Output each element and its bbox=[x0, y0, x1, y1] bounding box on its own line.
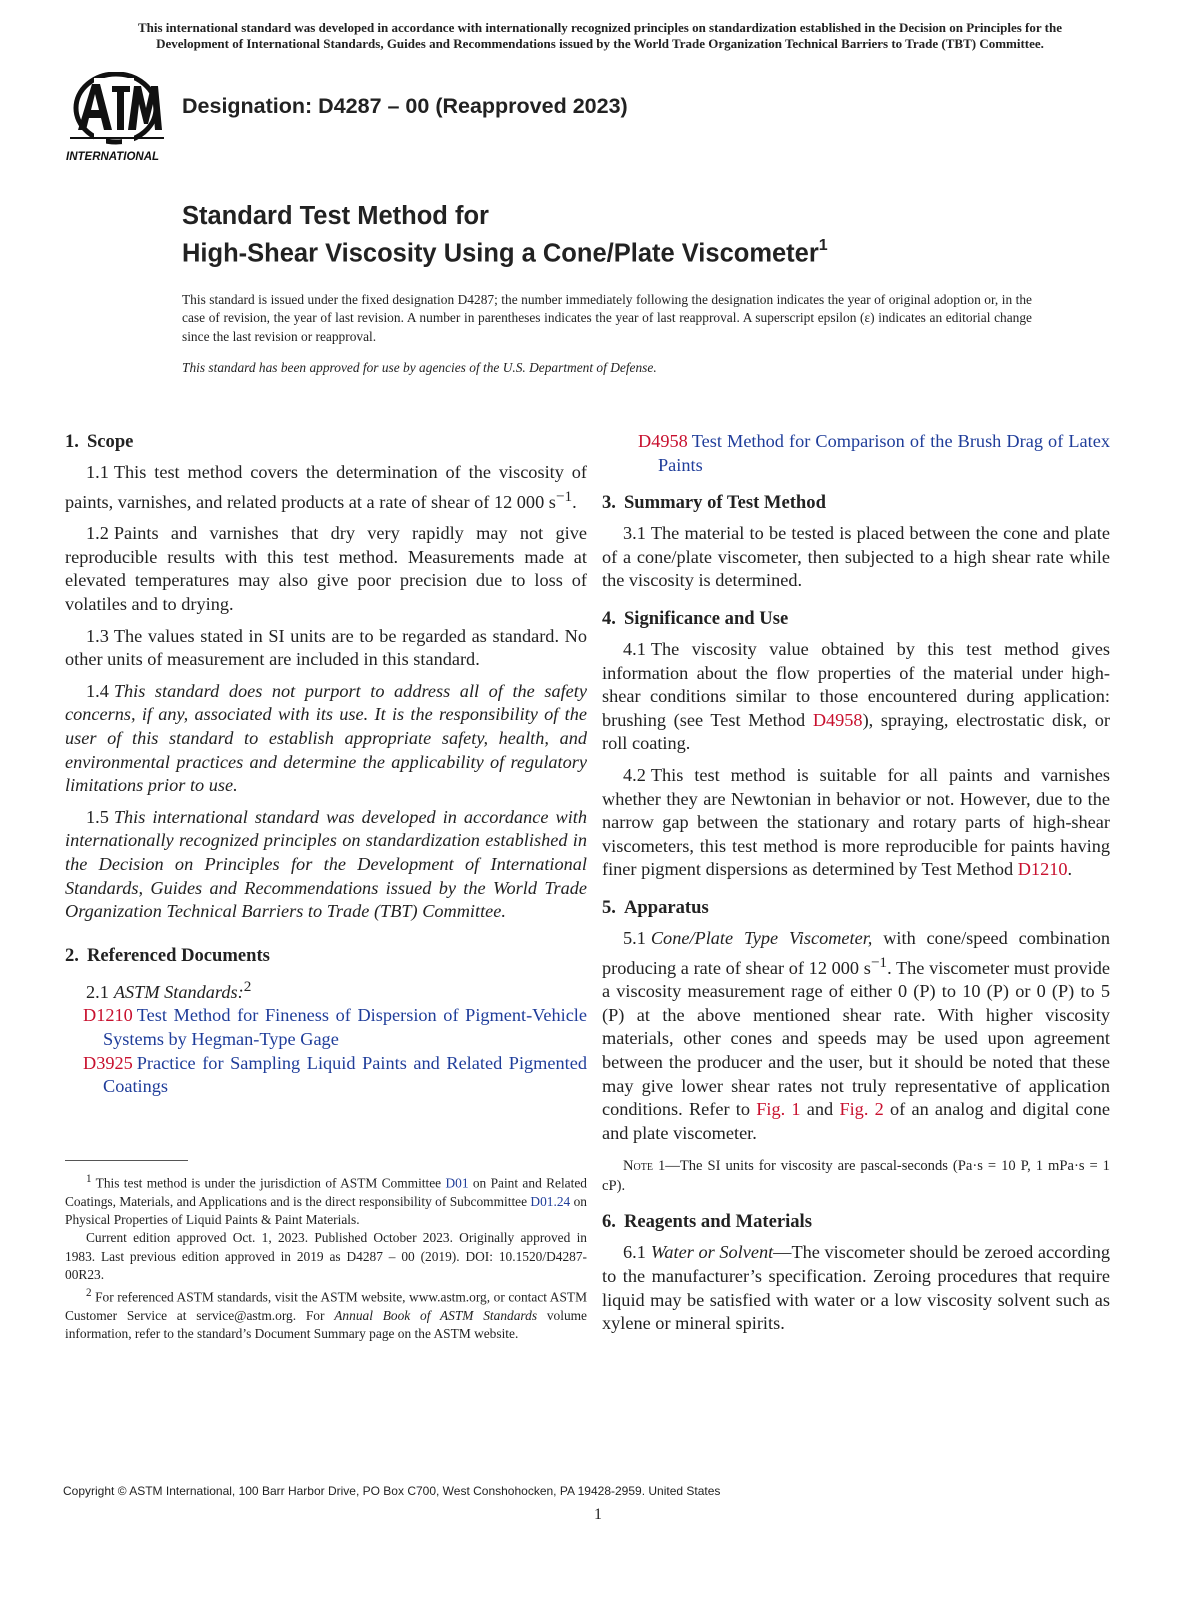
section-scope bbox=[65, 430, 587, 924]
dod-note: This standard has been approved for use by agencies of the U.S. Department of Defense. bbox=[182, 360, 657, 375]
left-column bbox=[65, 430, 587, 1099]
section-referenced-documents bbox=[65, 944, 587, 1099]
designation: Designation: D4287 – 00 (Reapproved 2023) bbox=[182, 94, 628, 118]
paragraph-1-2 bbox=[65, 522, 587, 616]
paragraph-6-1 bbox=[602, 1241, 1110, 1335]
paragraph-text: with cone/speed combination producing a rate of shear of 12 000 s bbox=[602, 927, 1110, 978]
reference-code-link[interactable]: D1210 bbox=[83, 1005, 133, 1026]
paragraph-number: 5.1 bbox=[623, 927, 646, 948]
paragraph-text: This international standard was developed in accordance with internationally recognized principles on standardization established in the Decision on Principles for the Development of International Standards, Guides and Recommendations issued by the World Trade Organization Technical Barriers to Trade (TBT) Committee. bbox=[65, 806, 587, 922]
page-number: 1 bbox=[594, 1506, 602, 1523]
paragraph-text: . The viscometer must provide a viscosity measurement rage of either 0 (P) to 10 (P) or 0 (P) to 5 (P) at the above mentioned shear rate. With higher viscosity materials, other cones and speeds may be used upon agreement between the producer and the user, but it should be noted that these may give lower shear rates not truly representative of application conditions. Refer to bbox=[602, 957, 1111, 1120]
paragraph-number: 6.1 bbox=[623, 1242, 646, 1263]
section-heading-significance bbox=[602, 607, 1110, 631]
d4958-link[interactable]: D4958 bbox=[812, 709, 863, 730]
footnote-divider bbox=[65, 1160, 188, 1161]
paragraph-1-3 bbox=[65, 625, 587, 672]
d1210-link[interactable]: D1210 bbox=[1017, 859, 1068, 880]
paragraph-text: and bbox=[800, 1099, 840, 1120]
paragraph-1-1 bbox=[65, 461, 587, 514]
footnote-italic: Annual Book of ASTM Standards bbox=[334, 1308, 538, 1324]
footnote-text: This test method is under the jurisdiction of ASTM Committee bbox=[91, 1175, 446, 1191]
paragraph-4-2 bbox=[602, 764, 1110, 882]
section-significance bbox=[602, 607, 1110, 882]
document-title bbox=[182, 200, 828, 270]
reference-code-link[interactable]: D3925 bbox=[83, 1052, 133, 1073]
reference-list bbox=[65, 1004, 587, 1098]
footnote-mark: 1 bbox=[86, 1173, 92, 1185]
paragraph-number: 1.5 bbox=[86, 806, 109, 827]
paragraph-italic: Water or Solvent bbox=[650, 1242, 774, 1263]
section-heading-apparatus bbox=[602, 896, 1110, 920]
section-heading-scope bbox=[65, 430, 587, 454]
footnote-text: on Physical Properties of Liquid Paints & Paint Materials. bbox=[65, 1193, 587, 1228]
footnotes bbox=[65, 1170, 587, 1344]
paragraph-text: The material to be tested is placed between the cone and plate of a cone/plate viscometer, then subjected to a high shear rate while the viscosity is determined. bbox=[602, 523, 1110, 591]
reference-title-link[interactable]: Test Method for Comparison of the Brush Drag of Latex Paints bbox=[658, 431, 1110, 475]
fig-1-link[interactable]: Fig. 1 bbox=[756, 1099, 801, 1120]
note-1 bbox=[602, 1157, 1110, 1196]
section-number: 2. bbox=[65, 944, 79, 966]
reference-code-link[interactable]: D4958 bbox=[638, 431, 688, 451]
reference-list-continued bbox=[602, 430, 1110, 477]
paragraph-text: This test method is suitable for all paints and varnishes whether they are Newtonian in behavior or not. However, due to the narrow gap between the stationary and rotary parts of high-shear viscometers, this test method is more reproducible for paints having finer pigment dispersions as determined by Test Method bbox=[602, 764, 1110, 880]
fig-2-link[interactable]: Fig. 2 bbox=[839, 1099, 884, 1120]
wto-line-1: This international standard was developed in accordance with internationally recognized principles on standardization established in the Decision on Principles for the bbox=[137, 20, 1062, 35]
right-column bbox=[602, 430, 1111, 1344]
section-number: 4. bbox=[602, 607, 616, 629]
paragraph-text: This standard does not purport to address all of the safety concerns, if any, associated with its use. It is the responsibility of the user of this standard to establish appropriate safety, health, and environmental practices and determine the applicability of regulatory limitations prior to use. bbox=[65, 680, 587, 796]
committee-d01-link[interactable]: D01 bbox=[445, 1175, 469, 1191]
paragraph-text: ASTM Standards: bbox=[113, 981, 244, 1002]
reference-d1210[interactable] bbox=[83, 1004, 587, 1051]
note-label: Note 1 bbox=[623, 1158, 666, 1175]
paragraph-number: 2.1 bbox=[86, 981, 109, 1002]
paragraph-text: The viscosity value obtained by this test method gives information about the flow properties of the material under high-shear conditions similar to those encountered during application: brushing (see Test Method bbox=[602, 638, 1110, 730]
section-heading-summary bbox=[602, 491, 1110, 515]
section-title: Referenced Documents bbox=[86, 944, 270, 966]
superscript: −1 bbox=[870, 953, 888, 971]
paragraph-1-5 bbox=[65, 806, 587, 924]
paragraph-3-1 bbox=[602, 522, 1110, 593]
paragraph-1-4 bbox=[65, 680, 587, 798]
logo-text: INTERNATIONAL bbox=[66, 151, 160, 163]
wto-line-2: Development of International Standards, Guides and Recommendations issued by the World Trade Organization Technical Barriers to Trade (TBT) Committee. bbox=[156, 36, 1044, 51]
section-heading-reagents bbox=[602, 1210, 1110, 1234]
section-number: 1. bbox=[65, 431, 79, 452]
paragraph-number: 3.1 bbox=[623, 523, 646, 544]
reference-d4958[interactable] bbox=[620, 430, 1110, 477]
section-title: Summary of Test Method bbox=[623, 492, 826, 514]
section-title: Apparatus bbox=[623, 896, 709, 918]
paragraph-text: This test method covers the determination of the viscosity of paints, varnishes, and related products at a rate of shear of 12 000 s bbox=[65, 462, 587, 512]
paragraph-number: 1.2 bbox=[86, 523, 109, 544]
section-apparatus bbox=[602, 896, 1110, 1196]
paragraph-text: . bbox=[1067, 859, 1073, 880]
footnote-text: volume information, refer to the standard’s Document Summary page on the ASTM website. bbox=[65, 1308, 587, 1342]
section-reagents bbox=[602, 1210, 1110, 1335]
paragraph-number: 1.1 bbox=[86, 462, 109, 482]
footnote-mark: 2 bbox=[86, 1287, 92, 1300]
paragraph-text: of an analog and digital cone and plate viscometer. bbox=[602, 1099, 1110, 1143]
footnote-text: on Paint and Related Coatings, Materials, and Applications and is the direct responsibility of Subcommittee bbox=[65, 1175, 587, 1209]
section-number: 5. bbox=[602, 896, 616, 918]
paragraph-end: . bbox=[572, 491, 577, 512]
title-footnote-mark: 1 bbox=[818, 237, 828, 254]
edition-note: Current edition approved Oct. 1, 2023. Published October 2023. Originally approved in 1983. Last previous edition approved in 2019 as D4287 – 00 (2019). DOI: 10.1520/D4287-00R23. bbox=[65, 1230, 587, 1282]
footnote-2 bbox=[65, 1284, 587, 1343]
section-title: Significance and Use bbox=[623, 607, 789, 629]
footnote-text: For referenced ASTM standards, visit the ASTM website, www.astm.org, or contact ASTM Customer Service at service@astm.org. For bbox=[65, 1289, 587, 1324]
section-title: Scope bbox=[86, 431, 134, 452]
section-summary bbox=[602, 491, 1110, 593]
astm-logo-icon bbox=[64, 72, 170, 168]
reference-title-link[interactable]: Test Method for Fineness of Dispersion of Pigment-Vehicle Systems by Hegman-Type Gage bbox=[103, 1005, 587, 1050]
paragraph-number: 4.1 bbox=[623, 638, 646, 659]
footnote-1 bbox=[65, 1170, 587, 1229]
paragraph-5-1 bbox=[602, 927, 1110, 1145]
paragraph-text: Paints and varnishes that dry very rapidly may not give reproducible results with this test method. Measurements made at elevated temperatures may also give poor precision due to loss of volatiles and to drying. bbox=[65, 523, 587, 615]
title-line-1: Standard Test Method for bbox=[182, 202, 489, 230]
title-line-2-text: High-Shear Viscosity Using a Cone/Plate Viscometer bbox=[182, 239, 819, 268]
reference-d3925[interactable] bbox=[83, 1052, 587, 1099]
section-title: Reagents and Materials bbox=[623, 1211, 812, 1233]
footnote-mark: 2 bbox=[243, 977, 252, 995]
issue-note: This standard is issued under the fixed designation D4287; the number immediately following the designation indicates the year of original adoption or, in the case of revision, the year of last revision. A number in parentheses indicates the year of last reapproval. A superscript epsilon (ε) indicates an editorial change since the last revision or reapproval. bbox=[182, 292, 1032, 344]
paragraph-4-1 bbox=[602, 638, 1110, 756]
superscript: −1 bbox=[555, 487, 573, 505]
paragraph-number: 1.3 bbox=[86, 625, 109, 646]
reference-title-link[interactable]: Practice for Sampling Liquid Paints and Related Pigmented Coatings bbox=[103, 1052, 587, 1097]
copyright-footer: Copyright © ASTM International, 100 Barr Harbor Drive, PO Box C700, West Conshohocken, PA 19428-2959. United States bbox=[63, 1484, 721, 1498]
note-text: —The SI units for viscosity are pascal-seconds (Pa·s = 10 P, 1 mPa·s = 1 cP). bbox=[602, 1158, 1110, 1194]
paragraph-italic: Cone/Plate Type Viscometer, bbox=[650, 927, 873, 948]
section-number: 6. bbox=[602, 1211, 616, 1233]
section-number: 3. bbox=[602, 492, 616, 514]
title-line-2 bbox=[182, 232, 828, 270]
paragraph-number: 4.2 bbox=[623, 764, 646, 785]
astm-logo bbox=[64, 72, 170, 168]
paragraph-2-1 bbox=[65, 975, 587, 1005]
paragraph-text: —The viscometer should be zeroed according to the manufacturer’s specification. Zeroing procedures that require liquid may be satisfied with water or a low viscosity solvent such as xylene or mineral spirits. bbox=[602, 1242, 1110, 1334]
paragraph-text: ), spraying, electrostatic disk, or roll coating. bbox=[602, 709, 1110, 754]
paragraph-text: The values stated in SI units are to be regarded as standard. No other units of measurement are included in this standard. bbox=[65, 625, 587, 670]
section-heading-referenced bbox=[65, 944, 587, 968]
subcommittee-d01-24-link[interactable]: D01.24 bbox=[530, 1193, 571, 1209]
paragraph-number: 1.4 bbox=[86, 680, 109, 701]
wto-statement bbox=[62, 20, 1138, 52]
